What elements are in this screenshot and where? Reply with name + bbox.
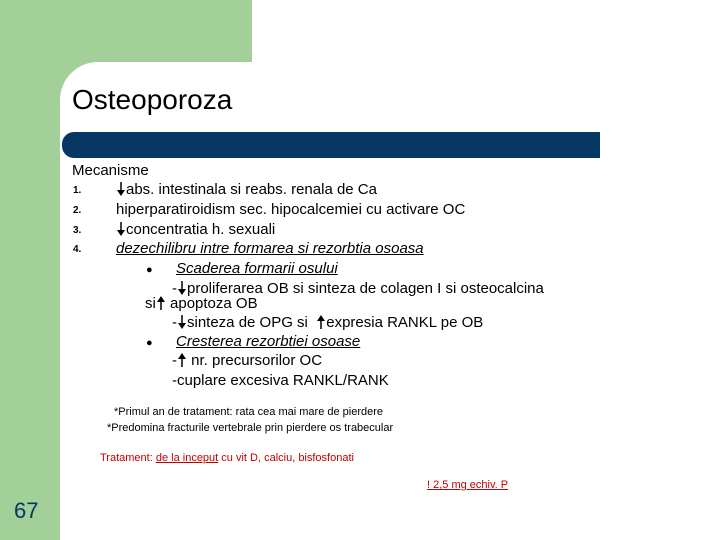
list-number: 2. (73, 205, 82, 216)
sub-line-text: proliferarea OB si sinteza de colagen I si osteocalcina (187, 280, 544, 297)
sub-line: - sinteza de OPG si expresia RANKL pe OB (172, 314, 484, 331)
slide-title: Osteoporoza (72, 84, 233, 115)
sub-line (145, 295, 258, 312)
note: *Predomina fracturile vertebrale prin pierdere os trabecular (107, 422, 394, 434)
list-item-text: hiperparatiroidism sec. hipocalcemiei cu activare OC (116, 201, 466, 218)
sub-line-text: sinteza de OPG si (187, 314, 308, 331)
sub-line-text: -cuplare excesiva RANKL/RANK (172, 372, 389, 389)
mechanisms-heading: Mecanisme (72, 162, 149, 179)
list-number: 1. (73, 185, 82, 196)
note: *Primul an de tratament: rata cea mai mare de pierdere (114, 406, 384, 418)
arrow-up-icon (156, 296, 166, 310)
slide-number: 67 (14, 498, 39, 523)
sub-bullet-text: Scaderea formarii osului (176, 260, 338, 277)
bullet-icon: ● (146, 337, 153, 349)
sub-line-text: expresia RANKL pe OB (326, 314, 484, 331)
arrow-down-icon (177, 281, 187, 295)
treatment-rest: cu vit D, calciu, bisfosfonati (221, 452, 354, 464)
list-item (116, 181, 377, 198)
sub-line-prefix: si (145, 295, 156, 312)
sub-line-text: nr. precursorilor OC (191, 352, 323, 369)
sub-line-text: apoptoza OB (170, 295, 258, 312)
arrow-down-icon (116, 222, 126, 236)
list-item-text: concentratia h. sexuali (126, 221, 276, 238)
treatment-line (100, 452, 354, 464)
sub-line: - nr. precursorilor OC (172, 352, 323, 369)
list-number: 3. (73, 225, 82, 236)
list-number: 4. (73, 244, 82, 255)
list-item (116, 221, 275, 238)
list-item-text: abs. intestinala si reabs. renala de Ca (126, 181, 377, 198)
arrow-up-icon (177, 353, 187, 367)
arrow-up-icon (316, 315, 326, 329)
sub-line: - proliferarea OB si sinteza de colagen I si osteocalcina (172, 280, 544, 297)
arrow-down-icon (177, 315, 187, 329)
list-item-text: dezechilibru intre formarea si rezorbtia osoasa (116, 240, 424, 257)
footnote: ! 2,5 mg echiv. P (427, 479, 509, 491)
treatment-underlined: de la inceput (155, 452, 219, 464)
bullet-icon: ● (146, 264, 153, 276)
title-bar (62, 132, 600, 158)
treatment-label: Tratament: (100, 452, 153, 464)
sub-bullet-text: Cresterea rezorbtiei osoase (176, 333, 361, 350)
arrow-down-icon (116, 182, 126, 196)
